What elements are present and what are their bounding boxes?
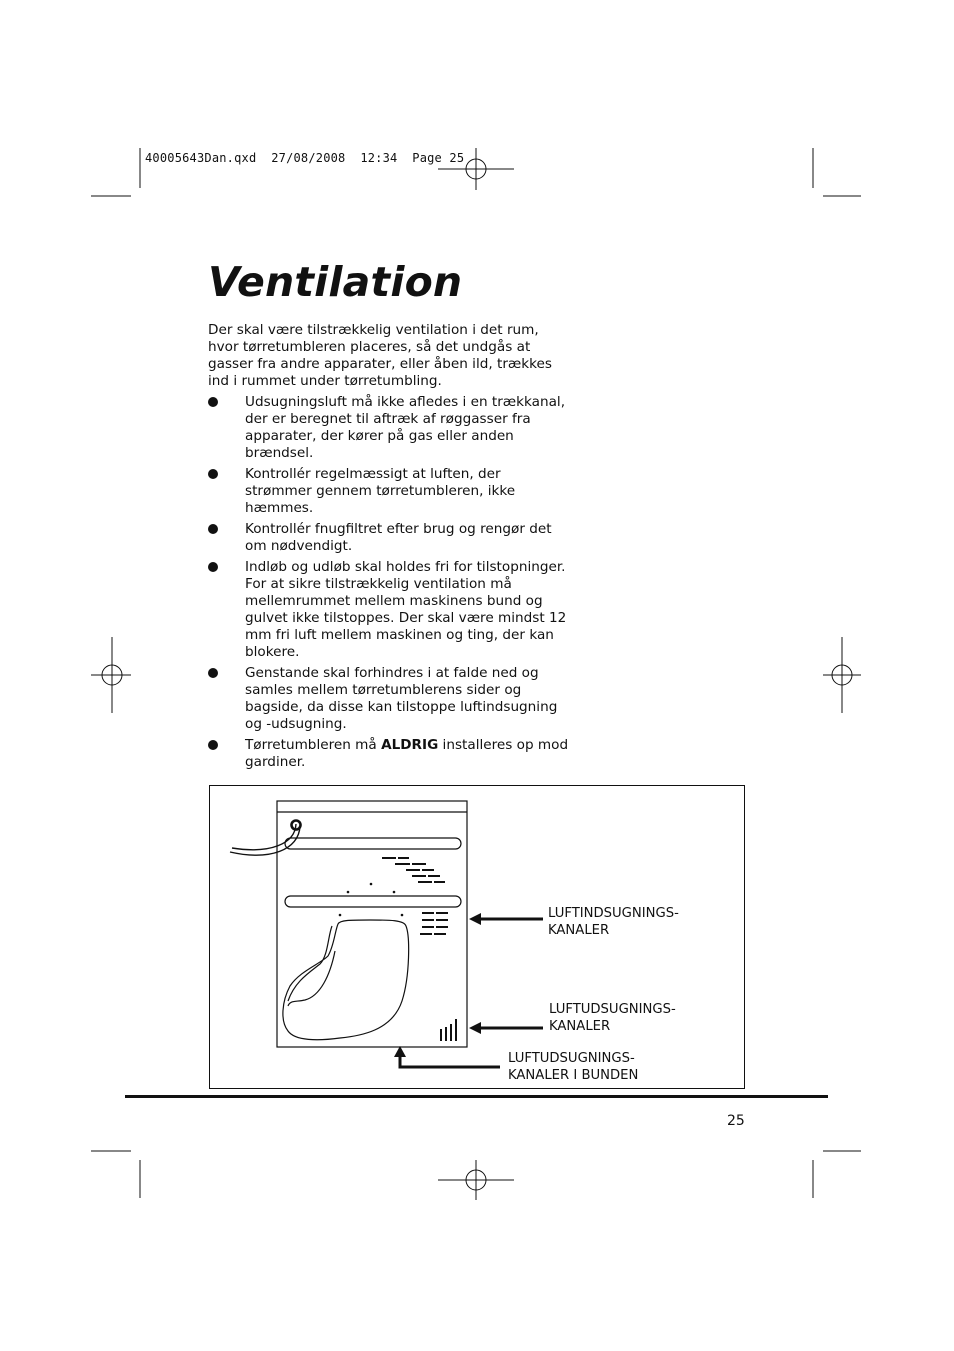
- intro-paragraph: Der skal være tilstrækkelig ventilation i det rum, hvor tørretumbleren placeres, så det undgås at gasser fra andre apparater, eller åben ild, trækkes ind i rummet under tørretumbling.: [208, 322, 552, 389]
- list-item: Indløb og udløb skal holdes fri for tilstopninger. For at sikre tilstrækkelig ventilation må mellemrummet mellem maskinens bund og gulvet ikke tilstoppes. Der skal være mindst 12 mm fri luft mellem maskinen og ting, der kan blokere.: [208, 559, 570, 661]
- list-item: Tørretumbleren må ALDRIG installeres op mod gardiner.: [208, 737, 570, 771]
- arrow-bottom-icon: [394, 1046, 406, 1057]
- list-item: Genstande skal forhindres i at falde ned og samles mellem tørretumblerens sider og bagside, da disse kan tilstoppe luftindsugning og -udsugning.: [208, 665, 570, 733]
- bullet-icon: [208, 562, 218, 572]
- bullet-icon: [208, 469, 218, 479]
- bullet-icon: [208, 668, 218, 678]
- bullet-icon: [208, 740, 218, 750]
- arrow-exhaust-icon: [469, 1022, 481, 1034]
- ventilation-figure: [209, 785, 745, 1089]
- bullet-icon: [208, 524, 218, 534]
- registration-mark-left: [91, 637, 131, 713]
- page-title: Ventilation: [208, 258, 463, 306]
- footer-rule: [125, 1095, 828, 1098]
- registration-mark-bottom: [438, 1160, 514, 1200]
- label-exhaust-channels: LUFTUDSUGNINGS- KANALER: [549, 1002, 676, 1034]
- arrow-intake-icon: [469, 913, 481, 925]
- page-number: 25: [727, 1113, 745, 1129]
- list-item: Kontrollér regelmæssigt at luften, der strømmer gennem tørretumbleren, ikke hæmmes.: [208, 466, 570, 517]
- list-item: Kontrollér fnugfiltret efter brug og rengør det om nødvendigt.: [208, 521, 570, 555]
- list-item: Udsugningsluft må ikke afledes i en trækkanal, der er beregnet til aftræk af røggasser fra apparater, der kører på gas eller anden brændsel.: [208, 394, 570, 462]
- label-bottom-exhaust-channels: LUFTUDSUGNINGS- KANALER I BUNDEN: [508, 1051, 639, 1083]
- label-intake-channels: LUFTINDSUGNINGS- KANALER: [548, 906, 679, 938]
- bullet-list: [208, 394, 570, 775]
- file-slug: 40005643Dan.qxd 27/08/2008 12:34 Page 25: [145, 151, 465, 165]
- bullet-icon: [208, 397, 218, 407]
- registration-mark-right: [823, 637, 861, 713]
